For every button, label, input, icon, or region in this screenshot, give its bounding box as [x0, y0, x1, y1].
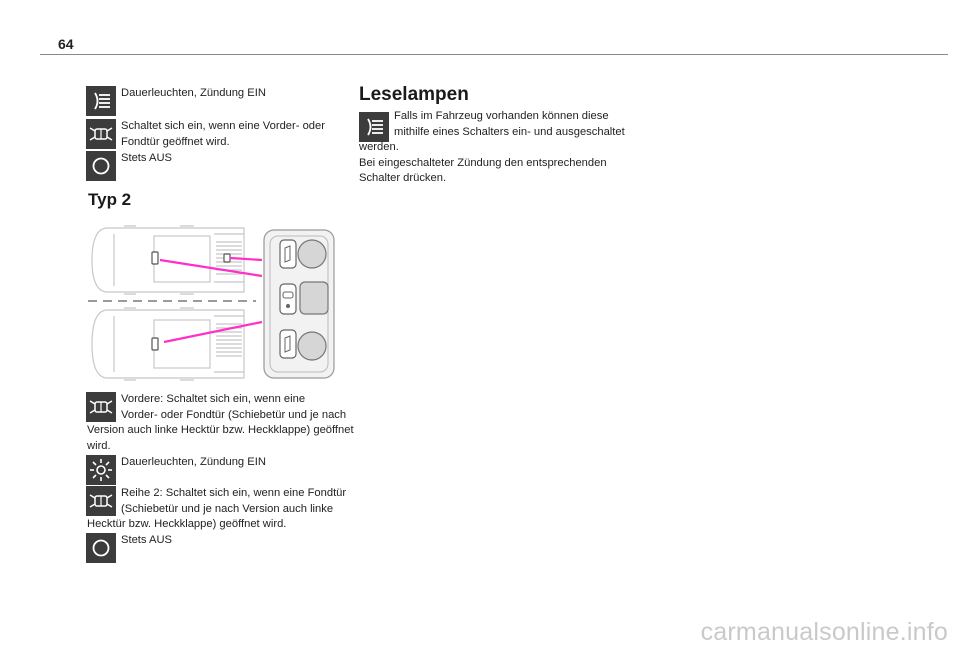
door-open-icon	[86, 486, 116, 516]
item-text: Dauerleuchten, Zündung EIN	[121, 87, 266, 99]
item-text-wrapped-lines: werden. Bei eingeschalteter Zündung den entsprechenden Schalter drücken.	[359, 141, 607, 185]
item-text: Stets AUS	[121, 534, 172, 546]
lower-dome-light	[152, 338, 158, 350]
item-text-first-lines: Reihe 2: Schaltet sich ein, wenn eine Fondtür (Schiebetür und je nach Version auch linke	[121, 487, 347, 515]
door-open-icon	[86, 392, 116, 422]
reading-lamp-icon-box	[359, 112, 389, 142]
dome-light-on-icon-box	[86, 86, 116, 116]
circle-off-icon	[86, 151, 116, 181]
vehicle-illustration	[84, 224, 354, 384]
dome-light-on-icon	[86, 86, 116, 116]
reading-lamp-icon	[359, 112, 389, 142]
sun-light-icon-box	[86, 455, 116, 485]
upper-rear-light	[224, 254, 230, 262]
circle-off-icon-box	[86, 533, 116, 563]
item-text-wrapped-lines: Hecktür bzw. Heckklappe) geöffnet wird.	[87, 518, 287, 530]
upper-vehicle	[92, 226, 244, 294]
middle-lamp-unit	[280, 282, 328, 314]
door-open-icon-box	[86, 486, 116, 516]
typ2-heading: Typ 2	[88, 190, 132, 209]
sun-light-icon	[86, 455, 116, 485]
lower-vehicle	[92, 308, 244, 380]
item-text-wrapped-lines: Version auch linke Hecktür bzw. Heckklappe) geöffnet wird.	[87, 424, 354, 452]
page-number: 64	[58, 36, 74, 52]
item-text-first-lines: Vordere: Schaltet sich ein, wenn eine Vorder- oder Fondtür (Schiebetür und je nach	[121, 393, 347, 421]
circle-off-icon	[86, 533, 116, 563]
leselampen-heading: Leselampen	[359, 84, 469, 105]
door-open-icon-box	[86, 119, 116, 149]
item-text: Schaltet sich ein, wenn eine Vorder- oder Fondtür geöffnet wird.	[121, 120, 325, 148]
item-text: Dauerleuchten, Zündung EIN	[121, 456, 266, 468]
door-open-icon-box	[86, 392, 116, 422]
circle-off-icon-box	[86, 151, 116, 181]
front-lamp-unit	[280, 240, 326, 268]
item-text: Stets AUS	[121, 152, 172, 164]
header-rule	[40, 54, 948, 55]
upper-dome-light	[152, 252, 158, 264]
item-text-first-lines: Falls im Fahrzeug vorhanden können diese mithilfe eines Schalters ein- und ausgeschaltet	[394, 110, 625, 138]
overhead-console	[264, 230, 334, 378]
watermark: carmanualsonline.info	[700, 618, 948, 646]
door-open-icon	[86, 119, 116, 149]
